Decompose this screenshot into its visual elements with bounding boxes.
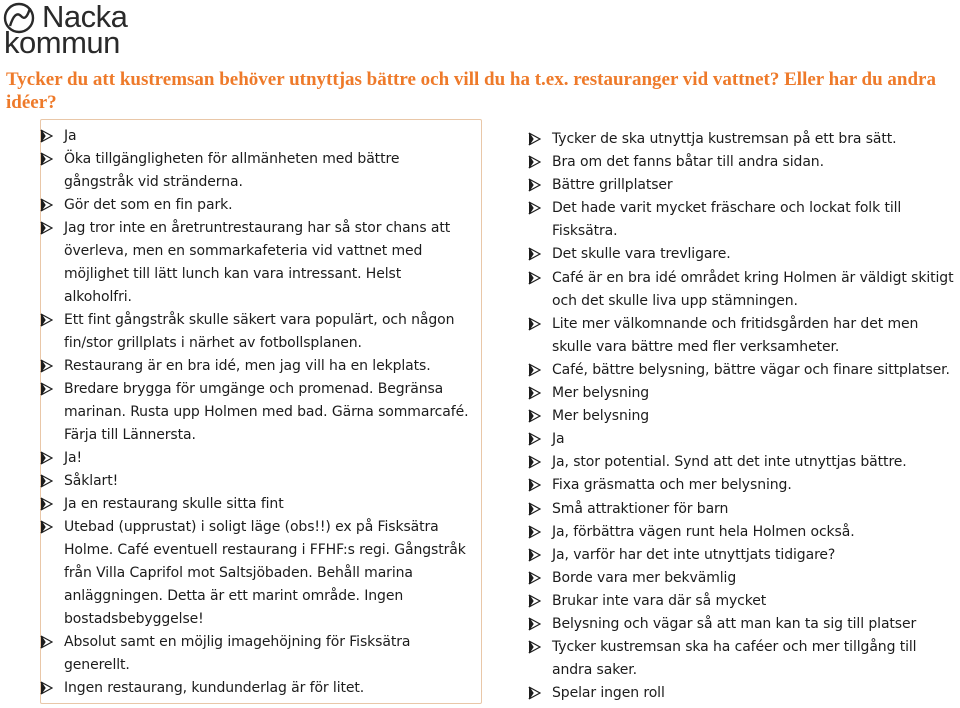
arrow-bullet-icon xyxy=(528,640,541,654)
answer-item xyxy=(528,544,958,567)
answer-text: Absolut samt en möjlig imagehöjning för Fisksätra generellt. xyxy=(64,634,411,673)
answer-text: Ja en restaurang skulle sitta fint xyxy=(64,496,284,512)
answer-text: Lite mer välkomnande och fritidsgården har det men skulle vara bättre med fler verksamheter. xyxy=(552,315,919,355)
arrow-bullet-icon xyxy=(528,247,541,261)
arrow-bullet-icon xyxy=(40,681,53,695)
arrow-bullet-icon xyxy=(528,594,541,608)
answer-item xyxy=(528,313,958,359)
answer-item xyxy=(528,151,958,174)
answer-item xyxy=(528,451,958,474)
nacka-kommun-logo xyxy=(2,0,128,60)
answer-item xyxy=(528,359,958,382)
answer-item xyxy=(528,567,958,590)
answer-item xyxy=(40,125,470,148)
answer-item xyxy=(528,128,958,151)
arrow-bullet-icon xyxy=(40,474,53,488)
answer-item xyxy=(528,405,958,428)
answer-text: Ett fint gångstråk skulle säkert vara populärt, och någon fin/stor grillplats i närhet av fotbollsplanen. xyxy=(64,312,455,351)
answer-item xyxy=(40,447,470,470)
answer-text: Det skulle vara trevligare. xyxy=(552,246,731,263)
answer-text: Ja xyxy=(64,128,77,144)
answer-item xyxy=(528,382,958,405)
arrow-bullet-icon xyxy=(40,635,53,649)
answer-text: Öka tillgängligheten för allmänheten med bättre gångstråk vid stränderna. xyxy=(64,151,400,190)
answer-item xyxy=(528,267,958,313)
answer-text: Bra om det fanns båtar till andra sidan. xyxy=(552,154,824,171)
answer-text: Mer belysning xyxy=(552,408,650,425)
arrow-bullet-icon xyxy=(528,271,541,285)
answer-text: Tycker kustremsan ska ha caféer och mer tillgång till andra saker. xyxy=(552,639,917,679)
answer-item xyxy=(40,677,470,700)
answer-text: Café, bättre belysning, bättre vägar och finare sittplatser. xyxy=(552,361,950,378)
answer-item xyxy=(40,631,470,677)
arrow-bullet-icon xyxy=(40,129,53,143)
answer-text: Spelar ingen roll xyxy=(552,685,665,702)
answer-item xyxy=(528,428,958,451)
arrow-bullet-icon xyxy=(40,359,53,373)
arrow-bullet-icon xyxy=(528,432,541,446)
answer-item xyxy=(40,217,470,309)
answer-text: Bredare brygga för umgänge och promenad. Begränsa marinan. Rusta upp Holmen med bad. Gärna sommarcafé. Färja till Lännersta. xyxy=(64,381,469,443)
answer-text: Ja! xyxy=(64,450,83,466)
arrow-bullet-icon xyxy=(528,548,541,562)
left-answers-list xyxy=(40,125,470,700)
arrow-bullet-icon xyxy=(528,478,541,492)
answer-text: Ja, stor potential. Synd att det inte utnyttjas bättre. xyxy=(552,454,907,471)
answer-item xyxy=(40,516,470,631)
answer-text: Utebad (upprustat) i soligt läge (obs!!) ex på Fisksätra Holme. Café eventuell restaurang i FFHF:s regi. Gångstråk från Villa Caprifol mot Saltsjöbaden. Behåll marina anläggningen. Detta är ett marint område. Ingen bostadsbebyggelse! xyxy=(64,519,466,627)
answer-text: Restaurang är en bra idé, men jag vill ha en lekplats. xyxy=(64,358,431,374)
arrow-bullet-icon xyxy=(40,152,53,166)
arrow-bullet-icon xyxy=(40,313,53,327)
arrow-bullet-icon xyxy=(528,571,541,585)
arrow-bullet-icon xyxy=(528,686,541,700)
answer-text: Belysning och vägar så att man kan ta sig till platser xyxy=(552,615,917,632)
arrow-bullet-icon xyxy=(528,132,541,146)
answer-text: Såklart! xyxy=(64,473,119,489)
arrow-bullet-icon xyxy=(40,520,53,534)
answer-text: Ja xyxy=(552,431,565,448)
answer-item xyxy=(528,636,958,682)
answer-text: Gör det som en fin park. xyxy=(64,197,233,213)
answer-item xyxy=(40,470,470,493)
arrow-bullet-icon xyxy=(528,155,541,169)
answer-text: Mer belysning xyxy=(552,385,650,402)
arrow-bullet-icon xyxy=(528,455,541,469)
answer-item xyxy=(40,194,470,217)
answer-text: Brukar inte vara där så mycket xyxy=(552,592,767,609)
arrow-bullet-icon xyxy=(528,502,541,516)
answer-text: Ingen restaurang, kundunderlag är för litet. xyxy=(64,680,365,696)
answer-text: Ja, varför har det inte utnyttjats tidigare? xyxy=(552,546,836,563)
answer-item xyxy=(528,498,958,521)
survey-question: Tycker du att kustremsan behöver utnyttjas bättre och vill du ha t.ex. restauranger vid vattnet? Eller har du andra idéer? xyxy=(6,69,936,113)
arrow-bullet-icon xyxy=(40,198,53,212)
answer-item xyxy=(40,378,470,447)
logo-text-kommun: kommun xyxy=(4,25,120,60)
answer-item xyxy=(528,613,958,636)
arrow-bullet-icon xyxy=(528,409,541,423)
answer-item xyxy=(40,493,470,516)
arrow-bullet-icon xyxy=(528,201,541,215)
answer-text: Borde vara mer bekvämlig xyxy=(552,569,737,586)
arrow-bullet-icon xyxy=(40,221,53,235)
answer-text: Fixa gräsmatta och mer belysning. xyxy=(552,477,792,494)
answer-item xyxy=(528,197,958,243)
arrow-bullet-icon xyxy=(40,382,53,396)
answer-text: Café är en bra idé området kring Holmen är väldigt skitigt och det skulle liva upp stämningen. xyxy=(552,269,954,309)
right-answers-list xyxy=(528,128,958,705)
answer-item xyxy=(528,474,958,497)
arrow-bullet-icon xyxy=(528,363,541,377)
answer-text: Jag tror inte en åretruntrestaurang har så stor chans att överleva, men en sommarkafeteria vid vattnet med möjlighet till lätt lunch kan vara intressant. Helst alkoholfri. xyxy=(64,220,451,305)
answer-item xyxy=(528,174,958,197)
arrow-bullet-icon xyxy=(528,386,541,400)
arrow-bullet-icon xyxy=(40,497,53,511)
answer-item xyxy=(40,148,470,194)
answer-text: Bättre grillplatser xyxy=(552,177,673,194)
answer-text: Tycker de ska utnyttja kustremsan på ett bra sätt. xyxy=(552,131,897,147)
answer-text: Det hade varit mycket fräschare och lockat folk till Fisksätra. xyxy=(552,200,902,240)
answer-item xyxy=(528,243,958,266)
answer-item xyxy=(528,590,958,613)
answer-item xyxy=(40,309,470,355)
arrow-bullet-icon xyxy=(528,525,541,539)
logo-text-nacka: Nacka xyxy=(42,0,128,34)
answer-item xyxy=(40,355,470,378)
arrow-bullet-icon xyxy=(528,617,541,631)
arrow-bullet-icon xyxy=(528,178,541,192)
arrow-bullet-icon xyxy=(40,451,53,465)
answer-item xyxy=(528,521,958,544)
answer-item xyxy=(528,682,958,705)
arrow-bullet-icon xyxy=(528,317,541,331)
answer-text: Ja, förbättra vägen runt hela Holmen också. xyxy=(552,523,855,540)
answer-text: Små attraktioner för barn xyxy=(552,500,729,517)
